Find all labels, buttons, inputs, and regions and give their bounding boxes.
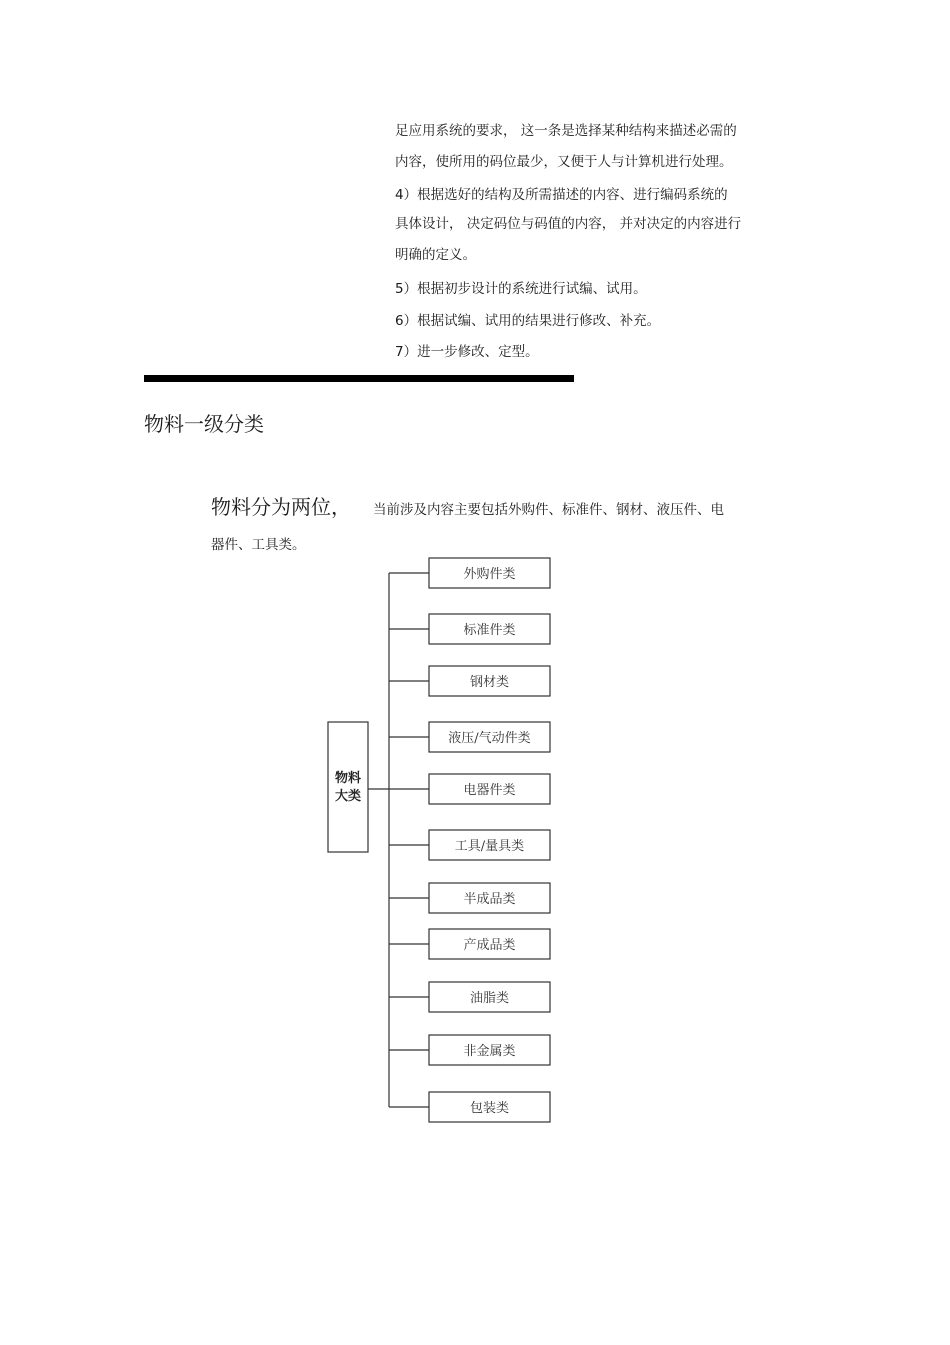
category-node [429,774,550,804]
category-node-label: 半成品类 [463,892,516,907]
text-line-2: 内容，使所用的码位最少，又便于人与计算机进行处理。 [395,154,733,170]
category-node-label: 标准件类 [463,623,516,638]
root-node [328,722,368,852]
lead-emphasis: 物料分为两位， [211,495,351,519]
category-node-label: 液压/气动件类 [448,731,531,746]
child-nodes [429,558,550,1122]
text-line-8: 7）进一步修改、定型。 [395,344,539,360]
category-node-label: 包装类 [469,1101,510,1116]
text-line-6: 5）根据初步设计的系统进行试编、试用。 [395,281,647,297]
category-node [429,929,550,959]
category-node-label: 外购件类 [463,567,516,582]
category-node [429,614,550,644]
category-node [429,830,550,860]
root-node-label-line2: 大类 [334,789,362,804]
text-line-1: 足应用系统的要求， 这一条是选择某种结构来描述必需的 [395,123,737,139]
category-node [429,722,550,752]
text-line-5: 明确的定义。 [395,247,476,263]
root-node-label-line1: 物料 [334,771,362,786]
category-node-label: 钢材类 [469,675,510,690]
text-line-4: 具体设计， 决定码位与码值的内容， 并对决定的内容进行 [395,216,742,232]
category-node [429,558,550,588]
lead-text: 当前涉及内容主要包括外购件、标准件、钢材、液压件、电 [373,502,724,518]
text-line-7: 6）根据试编、试用的结果进行修改、补充。 [395,313,661,329]
category-node [429,666,550,696]
category-node [429,982,550,1012]
category-node-label: 电器件类 [463,783,516,798]
category-node-label: 工具/量具类 [454,839,525,854]
category-node-label: 油脂类 [469,991,510,1006]
section-title: 物料一级分类 [144,412,264,436]
category-node-label: 产成品类 [463,938,516,953]
text-line-3: 4）根据选好的结构及所需描述的内容、进行编码系统的 [395,187,728,203]
category-node-label: 非金属类 [463,1044,516,1059]
category-node [429,1035,550,1065]
category-node [429,1092,550,1122]
category-node [429,883,550,913]
lead-paragraph-line2: 器件、工具类。 [211,537,306,553]
tree-connectors [368,573,429,1107]
